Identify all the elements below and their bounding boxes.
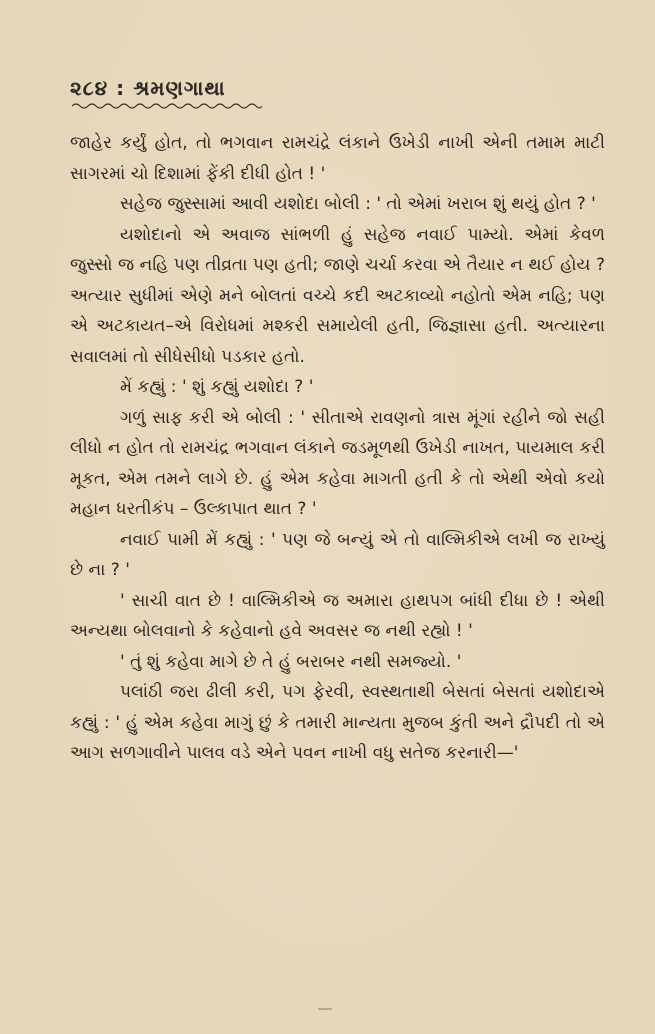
paragraph: યશોદાનો એ અવાજ સાંભળી હું સહેજ નવાઈ પામ્યો. એમાં કેવળ જુસ્સો જ નહિ પણ તીવ્રતા પણ હતી; જાણે ચર્ચા કરવા એ તૈયાર ન થઈ હોય ? અત્યાર સુધીમાં એણે મને બોલતાં વચ્ચે કદી અટકાવ્યો નહોતો એમ નહિ; પણ એ અટકાયત–એ વિરોધમાં મશ્કરી સમાયેલી હતી, જિજ્ઞાસા હતી. અત્યારના સવાલમાં તો સીધેસીધો પડકાર હતો. <box>70 224 605 367</box>
body-text <box>70 128 605 769</box>
paragraph: સહેજ જુસ્સામાં આવી યશોદા બોલી : ' તો એમાં ખરાબ શું થયું હોત ? ' <box>120 194 596 214</box>
page-header: ૨૮૪ : શ્રમણગાથા <box>70 76 226 100</box>
paragraph: ' સાચી વાત છે ! વાલ્મિકીએ જ અમારા હાથપગ બાંધી દીધા છે ! એથી અન્યથા બોલવાનો કે કહેવાનો હવે અવસર જ નથી રહ્યો ! ' <box>70 590 605 641</box>
paragraph-continuation: જાહેર કર્યું હોત, તો ભગવાન રામચંદ્રે લંકાને ઉખેડી નાખી એની તમામ માટી સાગરમાં ચો દિશામાં ફેંકી દીધી હોત ! ' <box>70 133 605 184</box>
paragraph: ' તું શું કહેવા માગે છે તે હું બરાબર નથી સમજ્યો. ' <box>120 651 462 672</box>
paragraph: નવાઈ પામી મેં કહ્યું : ' પણ જે બન્યું એ તો વાલ્મિકીએ લખી જ રાખ્યું છે ના ? ' <box>70 529 605 580</box>
paragraph: ગળું સાફ કરી એ બોલી : ' સીતાએ રાવણનો ત્રાસ મૂંગાં રહીને જો સહી લીધો ન હોત તો રામચંદ્ર ભગવાન લંકાને જડમૂળથી ઉખેડી નાખત, પાયમાલ કરી મૂકત, એમ તમને લાગે છે. હું એમ કહેવા માગતી હતી કે તો એથી એવો કયો મહાન ધરતીકંપ – ઉલ્કાપાત થાત ? ' <box>70 407 605 519</box>
header-wavy-underline <box>72 102 262 110</box>
page-bottom-mark <box>318 1008 332 1010</box>
paragraph: મેં કહ્યું : ' શું કહ્યું યશોદા ? ' <box>120 377 314 397</box>
paragraph: પલાંઠી જરા ઢીલી કરી, પગ ફેરવી, સ્વસ્થતાથી બેસતાં બેસતાં યશોદાએ કહ્યું : ' હું એમ કહેવા માગું છું કે તમારી માન્યતા મુજબ કુંતી અને દ્રૌપદી તો એ આગ સળગાવીને પાલવ વડે એને પવન નાખી વધુ સતેજ કરનારી—' <box>70 682 605 763</box>
